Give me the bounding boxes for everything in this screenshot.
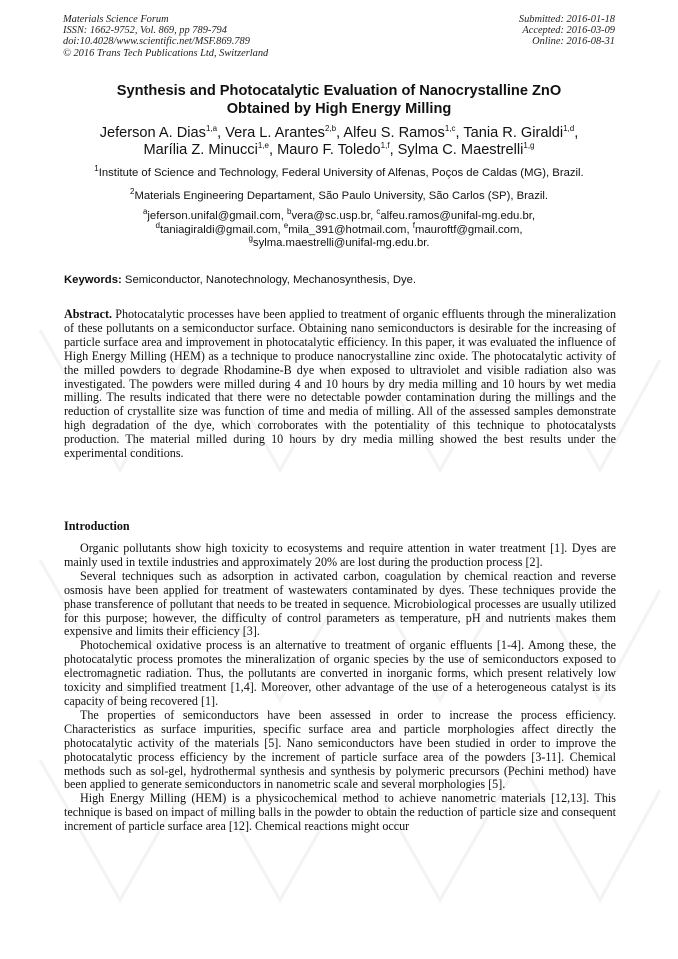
keywords — [64, 273, 616, 287]
journal-issn: ISSN: 1662-9752, Vol. 869, pp 789-794 — [63, 25, 227, 37]
email-link[interactable]: alfeu.ramos@unifal-mg.edu.br, — [380, 210, 536, 222]
affiliation-sup: 2 — [129, 187, 135, 197]
email-line-1 — [40, 207, 638, 224]
author-sup: 1,a — [205, 124, 218, 134]
email-sup: e — [283, 220, 289, 230]
author-line-2 — [40, 142, 638, 159]
submission-dates — [519, 14, 615, 48]
affiliation-1 — [40, 164, 638, 180]
paper-title — [40, 82, 638, 118]
keywords-label: Keywords: — [64, 274, 122, 286]
author-name: Mauro F. Toledo — [277, 142, 381, 158]
author-sup: 1,c — [444, 124, 456, 134]
email-sup: d — [155, 220, 160, 230]
paragraph: The properties of semiconductors have been assessed in order to increase the process efficiency. Characteristics as surface impurities, specific surface area and particle morphologies affect directly the photocatalytic activity of the materials [5]. Nano semiconductors have been studied in order to improve the photocatalytic process efficiency by the increment of particle surface area of the powders [3-11]. Chemical methods such as sol-gel, hydrothermal synthesis and synthesis by polymeric precursors (Pechini method) have been applied to generate semiconductors in nanometric scale and several morphologies [5]. — [64, 707, 616, 792]
author-sup: 1,d — [563, 124, 575, 134]
accepted-date: Accepted: 2016-03-09 — [522, 25, 615, 37]
journal-copyright: © 2016 Trans Tech Publications Ltd, Switzerland — [63, 47, 269, 59]
introduction-body — [64, 542, 616, 834]
email-sup: b — [286, 207, 292, 217]
author-name: Tania R. Giraldi — [463, 125, 564, 141]
email-link[interactable]: jeferson.unifal@gmail.com, — [147, 210, 287, 222]
email-link[interactable]: mauroftf@gmail.com, — [414, 223, 523, 236]
abstract — [64, 308, 616, 461]
author-sup: 2,b — [324, 124, 337, 134]
email-link[interactable]: vera@sc.usp.br, — [291, 210, 377, 222]
paragraph: Several techniques such as adsorption in activated carbon, coagulation by chemical reaction and reverse osmosis have been applied for treatment of wastewaters contaminated by dyes. These techniques provide the phase transference of pollutant that needs to be treated in sequence. Microbiological processes are usually utilized for this purpose; however, the difficulty of control parameters as temperature, pH and nutrients makes them expensive and limits their efficiency [3]. — [64, 568, 616, 639]
author-sep: , — [574, 125, 579, 141]
email-sup: f — [412, 220, 415, 230]
email-link[interactable]: sylma.maestrelli@unifal-mg.edu.br. — [252, 237, 430, 250]
email-line-3 — [40, 234, 638, 251]
author-name: Vera L. Arantes — [225, 125, 325, 141]
author-name: Jeferson A. Dias — [99, 125, 206, 141]
author-sep: , — [268, 142, 278, 158]
author-name: Alfeu S. Ramos — [343, 125, 445, 141]
affiliation-sup: 1 — [94, 164, 99, 174]
abstract-label: Abstract. — [64, 307, 113, 321]
email-sup: a — [142, 207, 148, 217]
journal-info — [63, 14, 268, 59]
submitted-date: Submitted: 2016-01-18 — [518, 14, 615, 25]
email-line-2 — [40, 220, 638, 238]
section-heading-introduction: Introduction — [64, 519, 130, 533]
author-sup: 1,g — [523, 141, 535, 151]
paragraph: Organic pollutants show high toxicity to ecosystems and require attention in water treatment [1]. Dyes are mainly used in textile industries and approximately 20% are lost during the production process [2]. — [64, 541, 616, 569]
title-line-1: Synthesis and Photocatalytic Evaluation of Nanocrystalline ZnO — [116, 83, 562, 99]
email-sup: g — [248, 234, 253, 244]
title-line-2: Obtained by High Energy Milling — [226, 101, 452, 117]
paragraph: High Energy Milling (HEM) is a physicochemical method to achieve nanometric materials [12,13]. This technique is based on impact of milling balls in the powder to obtain the reduction of particle size and consequent increment of particle surface area [12]. Chemical reactions might occur — [64, 791, 616, 834]
author-name: Sylma C. Maestrelli — [397, 142, 524, 158]
abstract-text: Photocatalytic processes have been applied to treatment of organic effluents through the mineralization of these pollutants on a semiconductor surface. Obtaining nano semiconductors is desirable for the increasing of particle surface area and improvement in photocatalytic efficiency. In this paper, it was evaluated the influence of High Energy Milling (HEM) as a technique to produce nanocrystalline zinc oxide. The photocatalytic activity of the milled powders to degrade Rhodamine-B dye when exposed to ultraviolet and visible radiation also was investigated. The powders were milled during 4 and 10 hours by dry media milling and 10 hours by wet media milling. The results indicated that there were no detectable powder contamination during the millings and the reduction of crystallite size was function of time and media of milling. All of the assessed samples demonstrate high degradation of the dye, which corroborates with the potentiality of this technique to photocatalysts production. The material milled during 10 hours by dry media milling showed the best results under the experimental conditions. — [64, 307, 616, 461]
email-link[interactable]: taniagiraldi@gmail.com, — [159, 223, 284, 236]
author-sup: 1,e — [257, 141, 269, 151]
author-sep: , — [389, 142, 398, 158]
email-sup: c — [376, 207, 381, 217]
journal-name: Materials Science Forum — [63, 14, 169, 25]
author-sup: 1,f — [380, 141, 390, 151]
author-line-1 — [40, 125, 638, 142]
author-emails — [40, 207, 638, 251]
affiliation-2 — [40, 187, 638, 203]
affiliation-text: Institute of Science and Technology, Federal University of Alfenas, Poços de Caldas (MG), Brazil. — [98, 167, 584, 179]
keywords-text: Semiconductor, Nanotechnology, Mechanosynthesis, Dye. — [121, 274, 417, 286]
paragraph: Photochemical oxidative process is an alternative to treatment of organic effluents [1-4]. Among these, the photocatalytic process promotes the mineralization of organic species by the use of semiconductors exposed to electromagnetic radiation. Thus, the pollutants are converted in inorganic forms, which present relatively low toxicity and simplified treatment [1,4]. Moreover, other advantage of the use of a heterogeneous catalyst is its capacity of being recovered [1]. — [64, 638, 616, 708]
author-list — [40, 125, 638, 159]
online-date: Online: 2016-08-31 — [532, 36, 615, 48]
author-sep: , — [336, 125, 344, 141]
email-link[interactable]: mila_391@hotmail.com, — [288, 223, 413, 236]
author-sep: , — [455, 125, 464, 141]
journal-doi: doi:10.4028/www.scientific.net/MSF.869.789 — [63, 36, 250, 48]
author-sep: , — [217, 125, 226, 141]
author-name: Marília Z. Minucci — [143, 142, 258, 158]
affiliation-text: Materials Engineering Departament, São Paulo University, São Carlos (SP), Brazil. — [134, 190, 548, 202]
